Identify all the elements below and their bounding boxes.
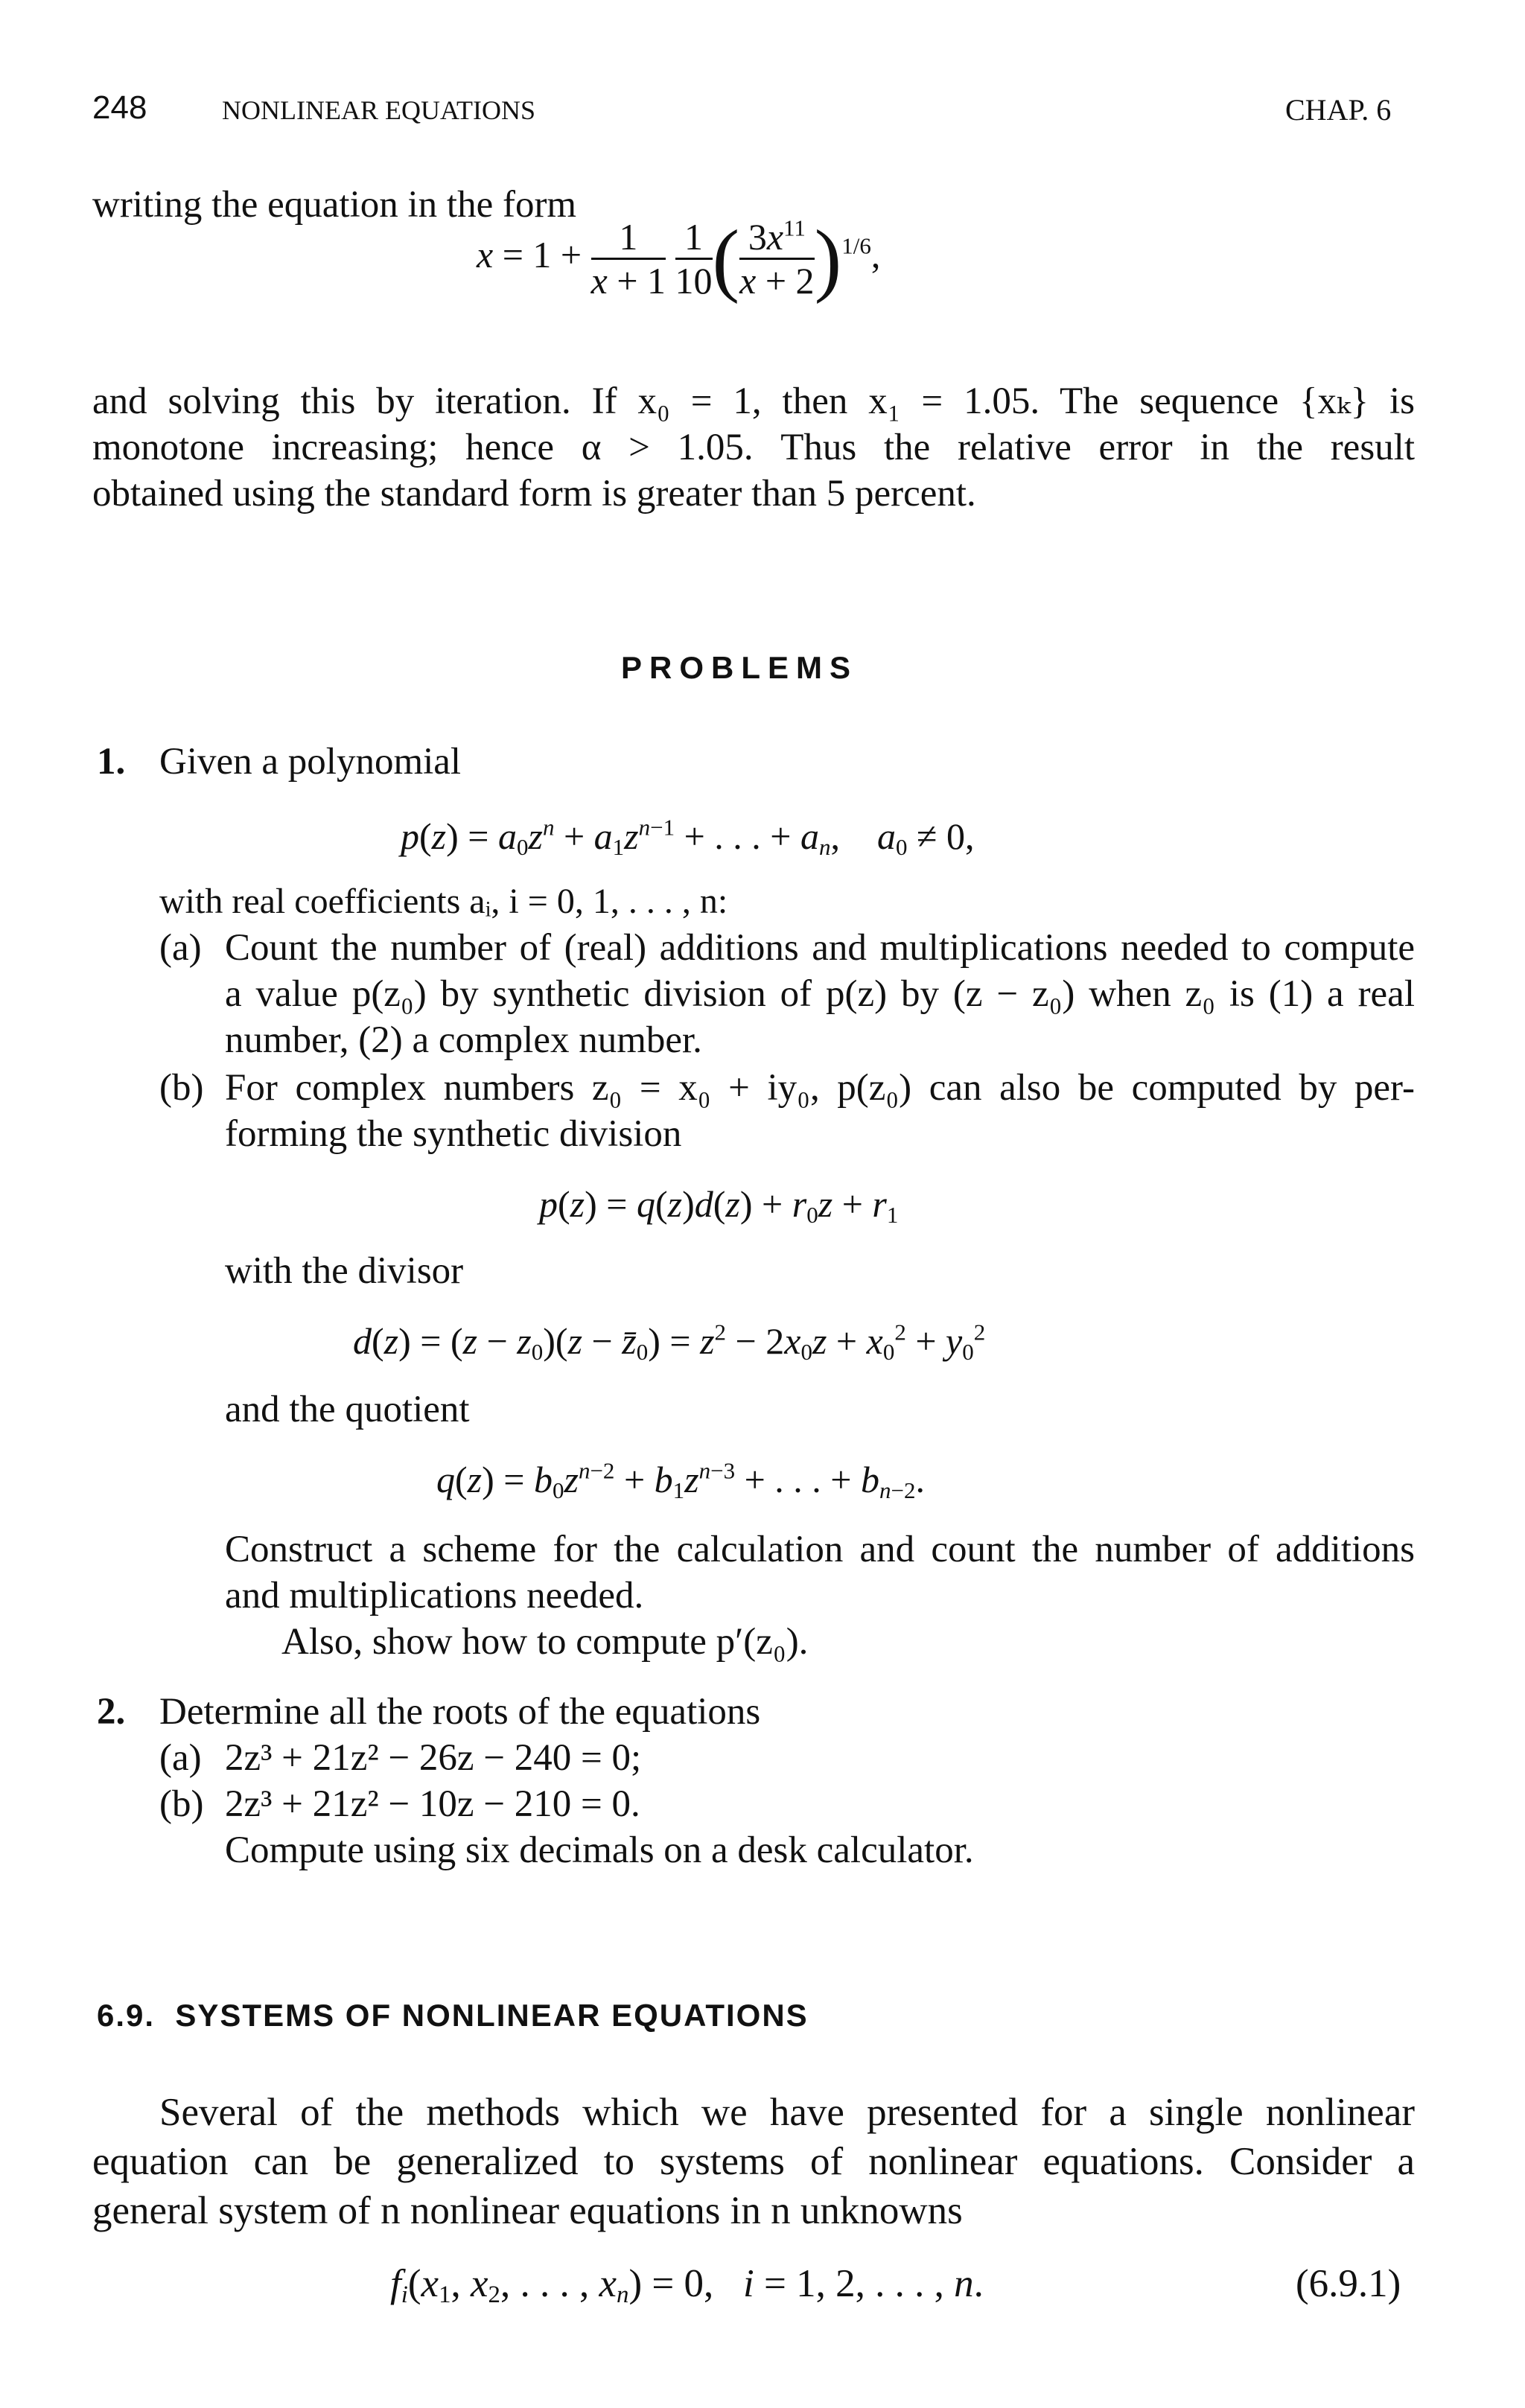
equation-divisor: $d(z) = (z - z_0)(z$ − $z̄_0) = z^2 - 2x_0z + x_0^2 + y_0^2$	[353, 1319, 986, 1365]
page-number: 248	[92, 89, 147, 126]
fraction-1-over-x-plus-1: $\frac{1}{x + 1}$	[590, 216, 666, 302]
section-para-line-3: general system of n nonlinear equations in n unknowns	[92, 2189, 963, 2232]
equation-quotient: $q(z) = b_0z^{n-2} + b_1z^{n-3}$ + . . . + $b_{n-2}$.	[436, 1457, 925, 1503]
section-para-line-2: equation can be generalized to systems of nonlinear equations. Consider a	[92, 2140, 1415, 2183]
problem-1a-line-2: a value p(z₀) by synthetic division of p(z) by (z − z₀) when z₀ is (1) a real	[225, 973, 1415, 1015]
intro-para-line-2: monotone increasing; hence α > 1.05. Thus the relative error in the result	[92, 427, 1415, 468]
problem-2b-label: (b)	[159, 1783, 204, 1825]
section-para-line-1: Several of the methods which we have presented for a single nonlinear	[159, 2091, 1415, 2134]
section-heading: 6.9. SYSTEMS OF NONLINEAR EQUATIONS	[97, 1998, 809, 2033]
chapter-label: CHAP. 6	[1285, 93, 1392, 127]
intro-para-line-1: and solving this by iteration. If x₀ = 1, then x₁ = 1.05. The sequence {xₖ} is	[92, 380, 1415, 422]
equation-iteration: x = 1 + $\frac{1}{x + 1}$ $\frac{1}{10}$ ( $\frac{3x^{11}}{x + 2}$ )$^{1/6}$,	[477, 213, 881, 305]
problem-1-intro: Given a polynomial	[159, 741, 462, 783]
problem-1-coeff-line: with real coefficients aᵢ, i = 0, 1, . . . , n:	[159, 882, 728, 921]
also-line: Also, show how to compute p′(z₀).	[281, 1621, 809, 1663]
equation-synthetic-division: $p(z) = q(z)d(z) + r_0z + r_1$	[539, 1183, 899, 1228]
problem-1-number: 1.	[97, 741, 126, 783]
equation-system: $f_i(x_1$, $x_2$, . . . , $x_n) = 0$, i = 1, 2, . . . , n.	[390, 2262, 984, 2309]
problem-1b-label: (b)	[159, 1067, 204, 1109]
problem-2-intro: Determine all the roots of the equations	[159, 1691, 761, 1733]
problems-heading: PROBLEMS	[621, 650, 859, 685]
problem-1a-line-1: Count the number of (real) additions and multiplications needed to compute	[225, 927, 1415, 969]
construct-line-2: and multiplications needed.	[225, 1575, 644, 1617]
problem-1b-line-1: For complex numbers z₀ = x₀ + iy₀, p(z₀) can also be computed by per-	[225, 1067, 1415, 1109]
problem-2a-equation: 2z³ + 21z² − 26z − 240 = 0;	[225, 1737, 642, 1779]
problem-2-number: 2.	[97, 1691, 126, 1733]
problem-2b-equation: 2z³ + 21z² − 10z − 210 = 0.	[225, 1783, 640, 1825]
running-title: NONLINEAR EQUATIONS	[222, 95, 535, 125]
and-quotient: and the quotient	[225, 1389, 470, 1430]
problem-1b-line-2: forming the synthetic division	[225, 1113, 682, 1155]
fraction-1-over-10: $\frac{1}{10}$	[675, 216, 713, 302]
intro-para-line-3: obtained using the standard form is greater than 5 percent.	[92, 473, 976, 515]
construct-line-1: Construct a scheme for the calculation and count the number of additions	[225, 1529, 1415, 1570]
problem-2a-label: (a)	[159, 1737, 202, 1779]
equation-polynomial: $p(z) = a_0z^n + a_1z^{n-1}$ + . . . + $a_n$, $a_0 \ne 0$,	[401, 814, 975, 860]
problem-1a-label: (a)	[159, 927, 202, 969]
problem-1a-line-3: number, (2) a complex number.	[225, 1019, 702, 1061]
with-divisor: with the divisor	[225, 1250, 464, 1292]
equation-number: (6.9.1)	[1296, 2262, 1401, 2305]
fraction-3x11-over-x-plus-2: $\frac{3x^{11}}{x + 2}$	[739, 214, 815, 302]
problem-2-note: Compute using six decimals on a desk calculator.	[225, 1829, 974, 1871]
intro-line: writing the equation in the form	[92, 184, 577, 226]
